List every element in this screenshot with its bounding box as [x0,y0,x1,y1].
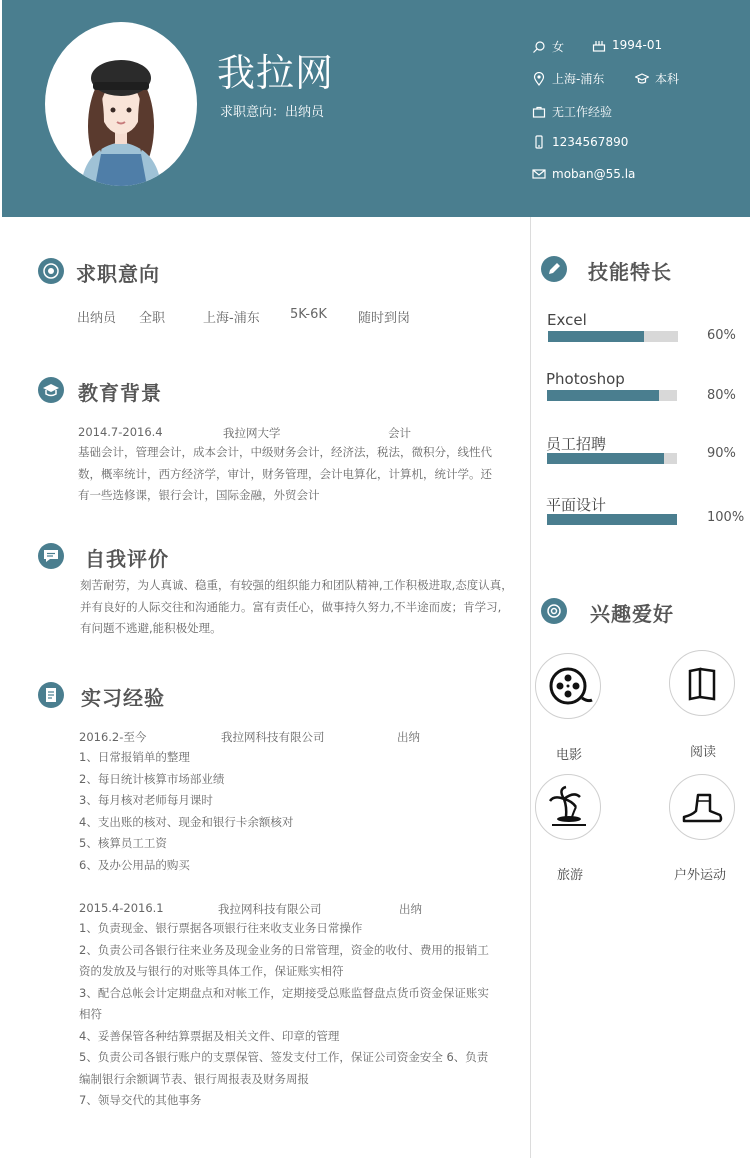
experience-value: 无工作经验 [552,105,613,119]
skill-name: 平面设计 [546,496,607,514]
skill-bar-fill [547,514,677,525]
self-eval-text [80,575,513,640]
duty-line: 3、每月核对老师每月课时 [79,793,213,807]
skill-name: Excel [547,311,587,329]
skill-bar [548,331,678,342]
duty-line: 5、负责公司各银行账户的支票保管、签发支付工作，保证公司资金安全 6、负责 [79,1050,489,1064]
intern-company: 我拉网科技有限公司 [218,902,322,916]
education-row [635,70,679,87]
header-banner [2,0,750,217]
avatar-illustration [45,22,197,186]
self-eval-line: 有问题不逃避,能积极处理。 [80,621,222,635]
intent-item: 全职 [139,311,166,326]
hobby-section-title: 兴趣爱好 [590,602,674,626]
skill-percent: 100% [707,510,745,525]
intern-duties [79,747,293,876]
duty-line: 1、负责现金、银行票据各项银行往来收支业务日常操作 [79,921,363,935]
duty-line: 7、领导交代的其他事务 [79,1093,202,1107]
graduation-cap-icon [38,377,64,403]
edu-school: 我拉网大学 [223,426,281,440]
briefcase-icon [532,105,546,119]
education-value: 本科 [655,72,680,86]
skill-percent: 90% [707,446,736,461]
book-icon [669,650,735,716]
gender-value: 女 [552,40,565,54]
intern-period: 2016.2-至今 [79,730,147,744]
email-value: moban@55.la [552,167,636,181]
intern-duties [79,918,489,1112]
duty-line: 4、支出账的核对、现金和银行卡余额核对 [79,814,294,829]
intent-item: 出纳员 [77,311,117,326]
intern-section-title: 实习经验 [81,686,165,710]
email-row [532,167,635,181]
edu-line: 有一些选修课，银行会计，国际金融，外贸会计 [78,488,320,502]
film-reel-icon [535,653,601,719]
hobby-label: 阅读 [689,745,716,760]
duty-line: 编制银行余额调节表、银行周报表及财务周报 [79,1071,309,1086]
target-icon [38,258,64,284]
duty-line: 相符 [79,1007,102,1021]
intent-item: 上海-浦东 [203,311,260,326]
speech-bubble-icon [38,543,64,569]
self-eval-line: 并有良好的人际交往和沟通能力。富有责任心，做事持久努力,不半途而废；肯学习, [80,599,502,614]
duty-line: 4、妥善保管各种结算票据及相关文件、印章的管理 [79,1028,340,1043]
skill-bar-fill [547,390,659,401]
skill-percent: 60% [707,328,736,343]
edu-major: 会计 [388,426,411,440]
duty-line: 2、每日统计核算市场部业绩 [79,771,225,786]
boot-icon [669,774,735,840]
location-row [532,70,604,87]
pencil-icon [541,256,567,282]
edu-line: 基础会计，管理会计，成本会计，中级财务会计，经济法，税法，微积分，线性代 [78,445,492,459]
duty-line: 资的发放及与银行的对账等具体工作，保证账实相符 [79,964,344,978]
intern-period: 2015.4-2016.1 [79,901,164,915]
intern-company: 我拉网科技有限公司 [221,730,325,744]
duty-line: 6、及办公用品的购买 [79,857,190,872]
edu-courses [78,442,492,507]
palm-island-icon [535,774,601,840]
cake-icon [592,38,606,52]
skill-name: Photoshop [546,370,625,388]
education-section-title: 教育背景 [78,381,162,405]
skill-name: 员工招聘 [546,435,607,453]
intern-role: 出纳 [397,730,420,744]
birth-row [592,38,662,52]
phone-icon [532,135,546,149]
hobby-label: 旅游 [556,868,583,883]
self-eval-section-title: 自我评价 [85,547,169,571]
skill-bar [547,514,677,525]
skills-section-title: 技能特长 [588,260,672,284]
intern-role: 出纳 [399,902,422,916]
location-pin-icon [532,72,546,86]
gender-icon [532,40,546,54]
duty-line: 5、核算员工工资 [79,836,167,850]
avatar [45,22,197,186]
skill-bar [547,390,677,401]
intent-section-title: 求职意向 [76,262,160,286]
location-value: 上海-浦东 [552,72,605,86]
intent-item: 5K-6K [290,307,327,322]
skill-bar-fill [547,453,664,464]
mail-icon [532,167,546,181]
intent-item: 随时到岗 [358,311,411,326]
skill-percent: 80% [707,388,736,403]
hobby-label: 电影 [555,748,582,763]
birth-value: 1994-01 [612,38,663,52]
skill-bar-fill [548,331,644,342]
duty-line: 1、日常报销单的整理 [79,750,190,764]
phone-value: 1234567890 [552,135,629,149]
graduation-cap-icon [635,72,649,86]
duty-line: 3、配合总帐会计定期盘点和对帐工作，定期接受总账监督盘点货币资金保证账实 [79,985,489,1000]
experience-row [532,103,612,120]
header-intent: 求职意向：出纳员 [220,105,325,120]
skill-bar [547,453,677,464]
phone-row [532,135,628,149]
column-divider [530,217,531,1158]
hobby-label: 户外运动 [673,868,726,883]
heart-circle-icon [541,598,567,624]
gender-row [532,38,564,55]
duty-line: 2、负责公司各银行往来业务及现金业务的日常管理，资金的收付、费用的报销工 [79,942,489,957]
self-eval-line: 刻苦耐劳，为人真诚、稳重，有较强的组织能力和团队精神,工作积极进取,态度认真， [80,578,513,592]
edu-period: 2014.7-2016.4 [78,425,163,439]
document-icon [38,682,64,708]
edu-line: 数，概率统计，西方经济学，审计，财务管理，会计电算化，计算机，统计学。还 [78,466,492,481]
candidate-name: 我拉网 [217,51,335,95]
